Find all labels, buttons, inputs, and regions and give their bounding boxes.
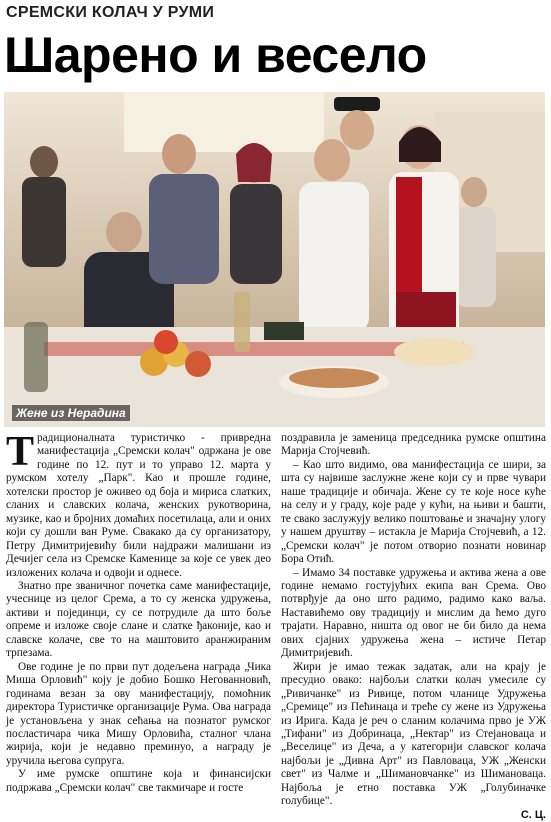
photo-illustration: [4, 92, 545, 427]
article-body: [6, 429, 546, 821]
article-paragraph: Традиционалната туристичко - привредна манифестација „Сремски колач" одржана је ове године по 12. пут и то управо 12. марта у румском хотелу „Парк". Као и прошле године, хотелски простор је оживео од боја и мириса слатких, сланих и славских колача, женских рукотворина, музике, као и бројних домаћих посетилаца, али и оних који су дошли ван Руме. Свакако да су организатору, Петру Димитријевићу били најдражи малишани из Дечијег села из Сремске Каменице за које се увек део изложених колача и одвоји и однесе.: [6, 429, 271, 579]
article-kicker: СРЕМСКИ КОЛАЧ У РУМИ: [6, 4, 215, 21]
article-paragraph: поздравила је заменица председника румске општина Марија Стојчевић.: [281, 432, 546, 458]
photo-caption: Жене из Нерадина: [12, 405, 130, 421]
drop-cap: Т: [6, 429, 35, 475]
article-paragraph: У име румске општине која и финансијски подржава „Сремски колач" све такмичаре и госте: [6, 768, 271, 794]
article-column-left: [6, 429, 271, 796]
author-signature: С. Ц.: [520, 808, 546, 821]
article-paragraph: Жири је имао тежак задатак, али на крају је пресудио овако: најбољи слатки колач умесиле су „Ривичанке" из Ривице, потом чланице Удружења „Сремице" из Пећинаца и треће су жене из Удружења из Ирига. Када је реч о сланим колачима прво је УЖ „Тифани" из Добринаца, „Нектар" из Стејановаца и „Веселице" из Деча, а у категорији славског колача најбољи је „Дивна Арт" из Павловаца, УЖ „Женски свет" из Чалме и „Шимановчанке" из Шимановаца. Најбоља је етно поставка УЖ „Голубиначке голубице".: [281, 660, 546, 808]
article-headline: Шарено и весело: [4, 27, 427, 83]
article-paragraph: Знатно пре званичног почетка саме манифестације, учеснице из целог Срема, а то су женска удружења, активи и појединци, су се потрудиле да што боље опреме и изложе своје слане и слатке ђаконије, као и славске колаче, све то на маштовито аранжираним трпезама.: [6, 579, 271, 660]
article-paragraph: – Имамо 34 поставке удружења и актива жена а ове године немамо гостујућих екипа ван Срема. Ово потврђује да оно што радимо, радимо како ваља. Наставићемо ову традицију и мислим да ћемо дуго трајати. Наравно, ништа од овог не би било да нема ових сјајних удружења жена – истиче Петар Димитријевић.: [281, 566, 546, 660]
article-photo: [4, 92, 545, 427]
article-column-right: [281, 432, 546, 821]
article-paragraph: – Као што видимо, ова манифестација се шири, за шта су највише заслужне жене који су и прве чувари наше традиције и обичаја. Жене су те које носе куће на селу и у граду, које раде у кући, на њиви и башти, те свако заслужују велико поштовање и значајну улогу у нашем друштву – истакла је Марија Стојчевић, а 12. „Сремски колач" је потом отворио познати новинар Бора Отић.: [281, 458, 546, 566]
article-paragraph: Ове године је по први пут додељена награда „Чика Миша Орловић" коју је добио Бошко Негованновић, годинама везан за ову манифестацију, помоћник директора Туристичке организације Рума. Ова награда је установљена у знак сећања на познатог румског посластичара чика Мишу Орловића, сталног члана жирија, који је недавно преминуо, а награду је уручила његова супруга.: [6, 660, 271, 767]
